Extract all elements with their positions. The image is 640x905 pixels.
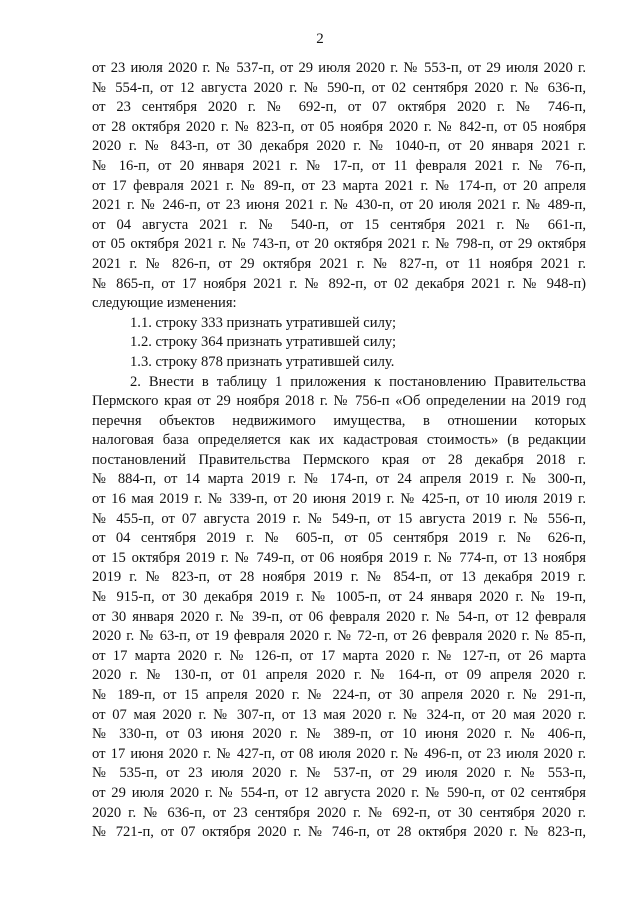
text-line: от 07 мая 2020 г. № 307-п, от 13 мая 2020 г. № 324-п, от 20 мая 2020 г. [92,706,586,723]
text-line: 2021 г. № 826-п, от 29 октября 2021 г. № 827-п, от 11 ноября 2021 г. [92,255,586,272]
text-line: 2020 г. № 63-п, от 19 февраля 2020 г. № 72-п, от 26 февраля 2020 г. № 85-п, [92,628,586,645]
text-line: № 16-п, от 20 января 2021 г. № 17-п, от 11 февраля 2021 г. № 76-п, [92,157,586,174]
text-line: 2021 г. № 246-п, от 23 июня 2021 г. № 430-п, от 20 июля 2021 г. № 489-п, [92,197,586,214]
text-line: перечня объектов недвижимого имущества, в отношении которых [92,412,586,429]
text-line: № 330-п, от 03 июня 2020 г. № 389-п, от 10 июня 2020 г. № 406-п, [92,726,586,743]
text-line: № 721-п, от 07 октября 2020 г. № 746-п, от 28 октября 2020 г. № 823-п, [92,824,586,841]
text-line: № 865-п, от 17 ноября 2021 г. № 892-п, от 02 декабря 2021 г. № 948-п) [92,275,586,292]
text-line: 1.3. строку 878 признать утратившей силу. [130,353,395,370]
text-line: № 554-п, от 12 августа 2020 г. № 590-п, от 02 сентября 2020 г. № 636-п, [92,79,586,96]
text-line: постановлений Правительства Пермского края от 28 декабря 2018 г. [92,451,586,468]
text-line: 2020 г. № 843-п, от 30 декабря 2020 г. № 1040-п, от 20 января 2021 г. [92,138,586,155]
text-line: налоговая база определяется как их кадастровая стоимость» (в редакции [92,432,586,449]
text-line: от 04 сентября 2019 г. № 605-п, от 05 сентября 2019 г. № 626-п, [92,530,586,547]
text-line: 1.2. строку 364 признать утратившей силу; [130,334,397,351]
text-line: Пермского края от 29 ноября 2018 г. № 756-п «Об определении на 2019 год [92,393,586,410]
text-line: следующие изменения: [92,295,237,312]
text-line: 1.1. строку 333 признать утратившей силу; [130,314,397,331]
text-line: 2020 г. № 636-п, от 23 сентября 2020 г. № 692-п, от 30 сентября 2020 г. [92,804,586,821]
page-number: 2 [316,31,324,47]
body-text [92,59,586,843]
text-line: от 16 мая 2019 г. № 339-п, от 20 июня 2019 г. № 425-п, от 10 июля 2019 г. [92,491,586,508]
text-line: от 17 июня 2020 г. № 427-п, от 08 июля 2020 г. № 496-п, от 23 июля 2020 г. [92,745,586,762]
text-line: № 535-п, от 23 июля 2020 г. № 537-п, от 29 июля 2020 г. № 553-п, [92,765,586,782]
text-line: от 04 августа 2021 г. № 540-п, от 15 сентября 2021 г. № 661-п, [92,216,586,233]
text-line: 2019 г. № 823-п, от 28 ноября 2019 г. № 854-п, от 13 декабря 2019 г. [92,569,586,586]
text-line: 2. Внести в таблицу 1 приложения к постановлению Правительства [130,373,586,390]
text-line: № 455-п, от 07 августа 2019 г. № 549-п, от 15 августа 2019 г. № 556-п, [92,510,586,527]
text-line: № 915-п, от 30 декабря 2019 г. № 1005-п, от 24 января 2020 г. № 19-п, [92,589,586,606]
text-line: № 884-п, от 14 марта 2019 г. № 174-п, от 24 апреля 2019 г. № 300-п, [92,471,586,488]
text-line: от 17 марта 2020 г. № 126-п, от 17 марта 2020 г. № 127-п, от 26 марта [92,647,586,664]
text-line: от 23 июля 2020 г. № 537-п, от 29 июля 2020 г. № 553-п, от 29 июля 2020 г. [92,60,586,76]
text-line: от 30 января 2020 г. № 39-п, от 06 февраля 2020 г. № 54-п, от 12 февраля [92,608,586,625]
text-line: от 23 сентября 2020 г. № 692-п, от 07 октября 2020 г. № 746-п, [92,99,586,116]
text-line: от 28 октября 2020 г. № 823-п, от 05 ноября 2020 г. № 842-п, от 05 ноября [92,118,586,135]
text-line: № 189-п, от 15 апреля 2020 г. № 224-п, от 30 апреля 2020 г. № 291-п, [92,687,586,703]
text-line: 2020 г. № 130-п, от 01 апреля 2020 г. № 164-п, от 09 апреля 2020 г. [92,667,586,684]
text-line: от 15 октября 2019 г. № 749-п, от 06 ноября 2019 г. № 774-п, от 13 ноября [92,549,586,566]
text-line: от 05 октября 2021 г. № 743-п, от 20 октября 2021 г. № 798-п, от 29 октября [92,236,586,253]
text-line: от 29 июля 2020 г. № 554-п, от 12 августа 2020 г. № 590-п, от 02 сентября [92,784,586,801]
text-line: от 17 февраля 2021 г. № 89-п, от 23 марта 2021 г. № 174-п, от 20 апреля [92,177,586,194]
